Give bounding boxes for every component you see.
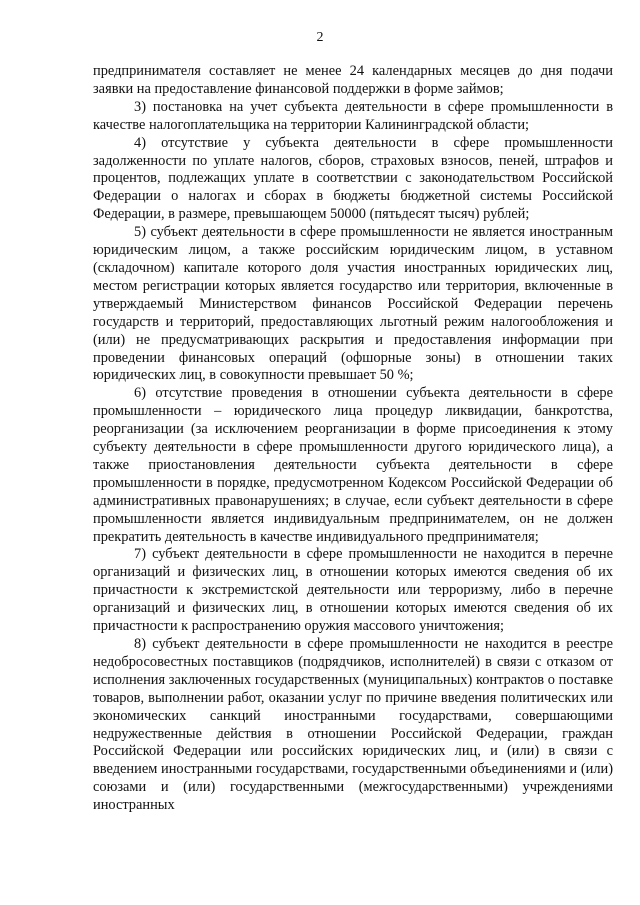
paragraph-continuation: предпринимателя составляет не менее 24 календарных месяцев до дня подачи заявки на предоставление финансовой поддержки в форме займов; — [93, 63, 613, 97]
paragraph-item-8: 8) субъект деятельности в сфере промышленности не находится в реестре недобросовестных поставщиков (подрядчиков, исполнителей) в связи с отказом от исполнения заключенных государственных (муниципальных) контрактов о поставке товаров, выполнении работ, оказании услуг по причине введения политических или экономических санкций иностранными государствами, совершающими недружественные действия в отношении Российской Федерации, граждан Российской Федерации или российских юридических лиц, и (или) в связи с введением иностранными государствами, государственными объединениями и (или) союзами и (или) государственными (межгосударственными) учреждениями иностранных — [93, 636, 613, 814]
paragraph-item-3: 3) постановка на учет субъекта деятельности в сфере промышленности в качестве налогоплательщика на территории Калининградской области; — [93, 98, 613, 133]
paragraph-item-5: 5) субъект деятельности в сфере промышленности не является иностранным юридическим лицом, а также российским юридическим лицом, в уставном (складочном) капитале которого доля участия иностранных юридических лиц, местом регистрации которых является государство или территория, включенные в утверждаемый Министерством финансов Российской Федерации перечень государств и территорий, предоставляющих льготный режим налогообложения и (или) не предусматривающих раскрытия и предоставления информации при проведении финансовых операций (офшорные зоны) в отношении таких юридических лиц, в совокупности превышает 50 %; — [93, 224, 613, 384]
document-body — [93, 63, 613, 815]
paragraph-item-7: 7) субъект деятельности в сфере промышленности не находится в перечне организаций и физических лиц, в отношении которых имеются сведения об их причастности к экстремистской деятельности или терроризму, либо в перечне организаций и физических лиц, в отношении которых имеются сведения об их причастности к распространению оружия массового уничтожения; — [93, 546, 613, 635]
paragraph-item-4: 4) отсутствие у субъекта деятельности в сфере промышленности задолженности по уплате налогов, сборов, страховых взносов, пеней, штрафов и процентов, подлежащих уплате в соответствии с законодательством Российской Федерации о налогах и сборах в бюджеты бюджетной системы Российской Федерации, в размере, превышающем 50000 (пятьдесят тысяч) рублей; — [93, 134, 613, 223]
page-number: 2 — [316, 30, 324, 45]
paragraph-item-6: 6) отсутствие проведения в отношении субъекта деятельности в сфере промышленности – юридического лица процедур ликвидации, банкротства, реорганизации (за исключением реорганизации в форме присоединения к этому субъекту деятельности в сфере промышленности другого юридического лица), а также приостановления деятельности субъекта деятельности в сфере промышленности в порядке, предусмотренном Кодексом Российской Федерации об административных правонарушениях; в случае, если субъект деятельности в сфере промышленности является индивидуальным предпринимателем, он не должен прекратить деятельность в качестве индивидуального предпринимателя; — [93, 385, 613, 545]
